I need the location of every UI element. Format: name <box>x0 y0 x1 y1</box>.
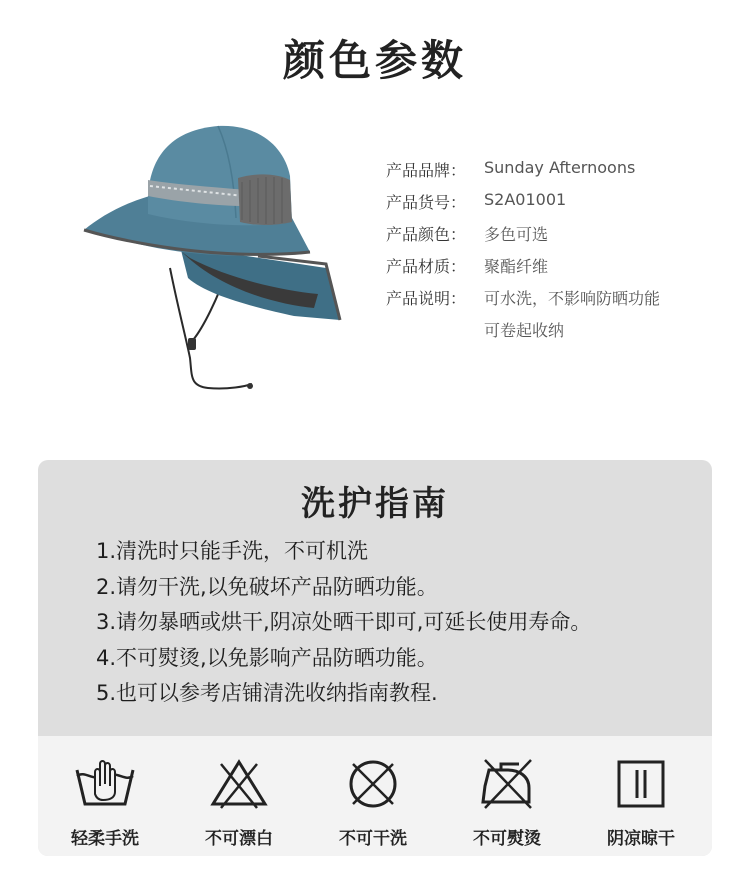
spec-row-color <box>386 222 660 254</box>
no-bleach-icon <box>207 756 271 812</box>
spec-label: 产品说明： <box>386 289 467 308</box>
spec-value: 多色可选 <box>484 225 549 244</box>
care-instruction: 4.不可熨烫,以免影响产品防晒功能。 <box>96 645 438 670</box>
page-title: 颜色参数 <box>282 36 467 85</box>
care-instruction: 2.请勿干洗,以免破坏产品防晒功能。 <box>96 574 438 599</box>
product-spec-list <box>386 158 660 350</box>
spec-row-brand <box>386 158 660 190</box>
spec-row-material <box>386 254 660 286</box>
care-symbol-label: 不可熨烫 <box>473 829 541 849</box>
hand-wash-icon <box>73 756 137 812</box>
care-symbol-label: 不可漂白 <box>205 829 273 849</box>
care-symbol-label: 轻柔手洗 <box>71 829 139 849</box>
spec-label: 产品品牌： <box>386 161 467 180</box>
spec-value: 可水洗，不影响防晒功能 <box>484 289 661 308</box>
care-instruction: 1.清洗时只能手洗，不可机洗 <box>96 539 369 563</box>
spec-label: 产品材质： <box>386 257 467 276</box>
spec-value: 聚酯纤维 <box>484 257 549 276</box>
no-dry-clean-icon <box>341 756 405 812</box>
care-symbol-label: 阴凉晾干 <box>607 829 675 849</box>
spec-value: Sunday Afternoons <box>484 158 636 177</box>
spec-label: 产品货号： <box>386 193 467 212</box>
care-instruction: 5.也可以参考店铺清洗收纳指南教程. <box>96 681 438 705</box>
care-guide-card <box>38 460 712 856</box>
care-symbol-label: 不可干洗 <box>339 829 407 849</box>
product-hat-image <box>78 118 350 400</box>
spec-row-description <box>386 286 660 318</box>
spec-description-continued: 可卷起收纳 <box>484 321 565 340</box>
care-instruction-list <box>96 534 591 712</box>
spec-value: S2A01001 <box>484 190 567 209</box>
no-iron-icon <box>475 756 539 812</box>
care-symbols-row <box>38 736 712 856</box>
shade-dry-icon <box>609 756 673 812</box>
spec-label: 产品颜色： <box>386 225 467 244</box>
spec-row-sku <box>386 190 660 222</box>
care-guide-title: 洗护指南 <box>301 484 449 524</box>
care-instruction: 3.请勿暴晒或烘干,阴凉处晒干即可,可延长使用寿命。 <box>96 610 592 634</box>
